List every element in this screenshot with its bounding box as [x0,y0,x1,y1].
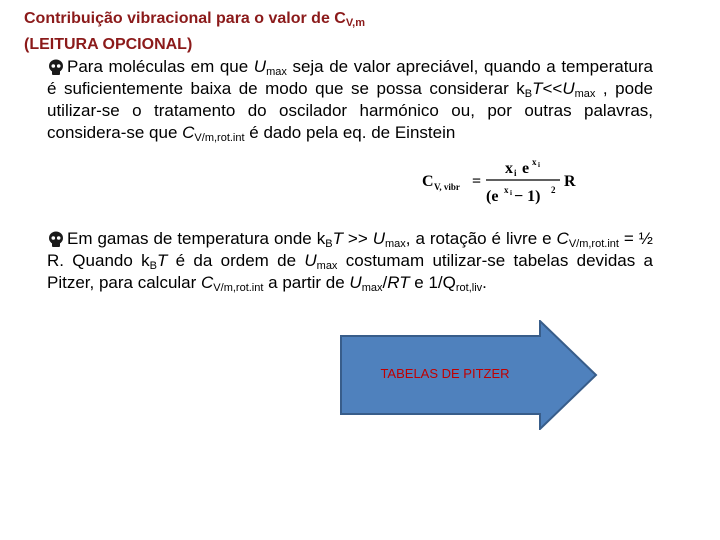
p2-umax3-sub: max [361,282,383,294]
eq-num-i: i [514,168,517,178]
p1-lt: << [542,79,563,98]
p2-kb2-sub: B [149,260,157,272]
title-main: Contribuição vibracional para o valor de C [24,10,346,27]
p1-text-d: é dado pela eq. de Einstein [244,123,456,142]
eq-num-exp-i: i [538,161,540,169]
eq-rhs: R [564,173,576,190]
p2-kb-sub: B [325,238,333,250]
p1-text-a: Para moléculas em que [67,57,254,76]
p2-t2: T [156,251,168,270]
paragraph-harmonic-oscillator [47,56,653,144]
p2-text-b: , a rotação é livre e [405,229,557,248]
p2-text-e: costumam utilizar-se tabelas devidas a Pitzer, para calcular [47,251,653,292]
p2-text-a: Em gamas de temperatura onde k [67,229,326,248]
p2-umax2-sub: max [316,260,338,272]
p2-cv2: C [201,273,214,292]
eq-num-exp: x [532,157,537,167]
p1-text-b: seja de valor apreciável, quando a temperatura é suficientemente baixa de modo que se possa considerar k [47,57,653,98]
p1-umax: U [253,57,267,76]
title-optional-reading: (LEITURA OPCIONAL) [24,36,193,53]
p2-q-sub: rot,liv [455,282,483,294]
p2-umax3: U [349,273,362,292]
paragraph-free-rotation [47,228,653,294]
p1-umax-sub: max [266,66,287,78]
p2-text-g: / [382,273,388,292]
eq-num-x: x [505,160,513,177]
p2-text-i: . [482,273,487,292]
p2-text-c: = ½ R. Quando k [47,229,653,270]
p1-umax2-sub: max [574,88,596,100]
p1-kb-sub: B [524,88,533,100]
eq-lhs-sub: V, vibr [434,182,460,192]
p2-umax-sub: max [385,238,406,250]
pitzer-tables-label[interactable]: TABELAS DE PITZER [380,366,510,381]
p2-umax: U [372,229,386,248]
p2-cv-sub: V/m,rot.int [568,238,619,250]
p1-t: T [532,79,543,98]
eq-den-open: (e [486,188,499,205]
p1-umax2: U [562,79,575,98]
eq-equals: = [472,173,482,190]
p1-text-c: , pode utilizar-se o tratamento do oscilador harmónico ou, por outras palavras, considera-se que [47,79,653,142]
p2-cv2-sub: V/m,rot.int [213,282,264,294]
eq-den-pow: 2 [551,185,556,195]
p2-rt: RT [387,273,410,292]
p2-umax2: U [304,251,317,270]
eq-den-rest: − 1) [514,188,541,205]
p2-text-d: é da ordem de [167,251,305,270]
page-title [24,8,365,56]
eq-lhs-c: C [422,173,434,190]
eq-den-exp-i: i [510,189,512,197]
p2-text-h: e 1/Q [409,273,456,292]
einstein-equation [420,155,590,207]
p2-t: T [332,229,343,248]
eq-num-e: e [522,160,530,177]
eq-den-exp: x [504,185,509,195]
title-subscript: V,m [345,17,366,29]
p2-text-f: a partir de [263,273,350,292]
p2-gt: >> [342,229,373,248]
p2-cv: C [556,229,569,248]
p1-cv-sub: V/m,rot.int [194,132,245,144]
p1-cv: C [182,123,195,142]
